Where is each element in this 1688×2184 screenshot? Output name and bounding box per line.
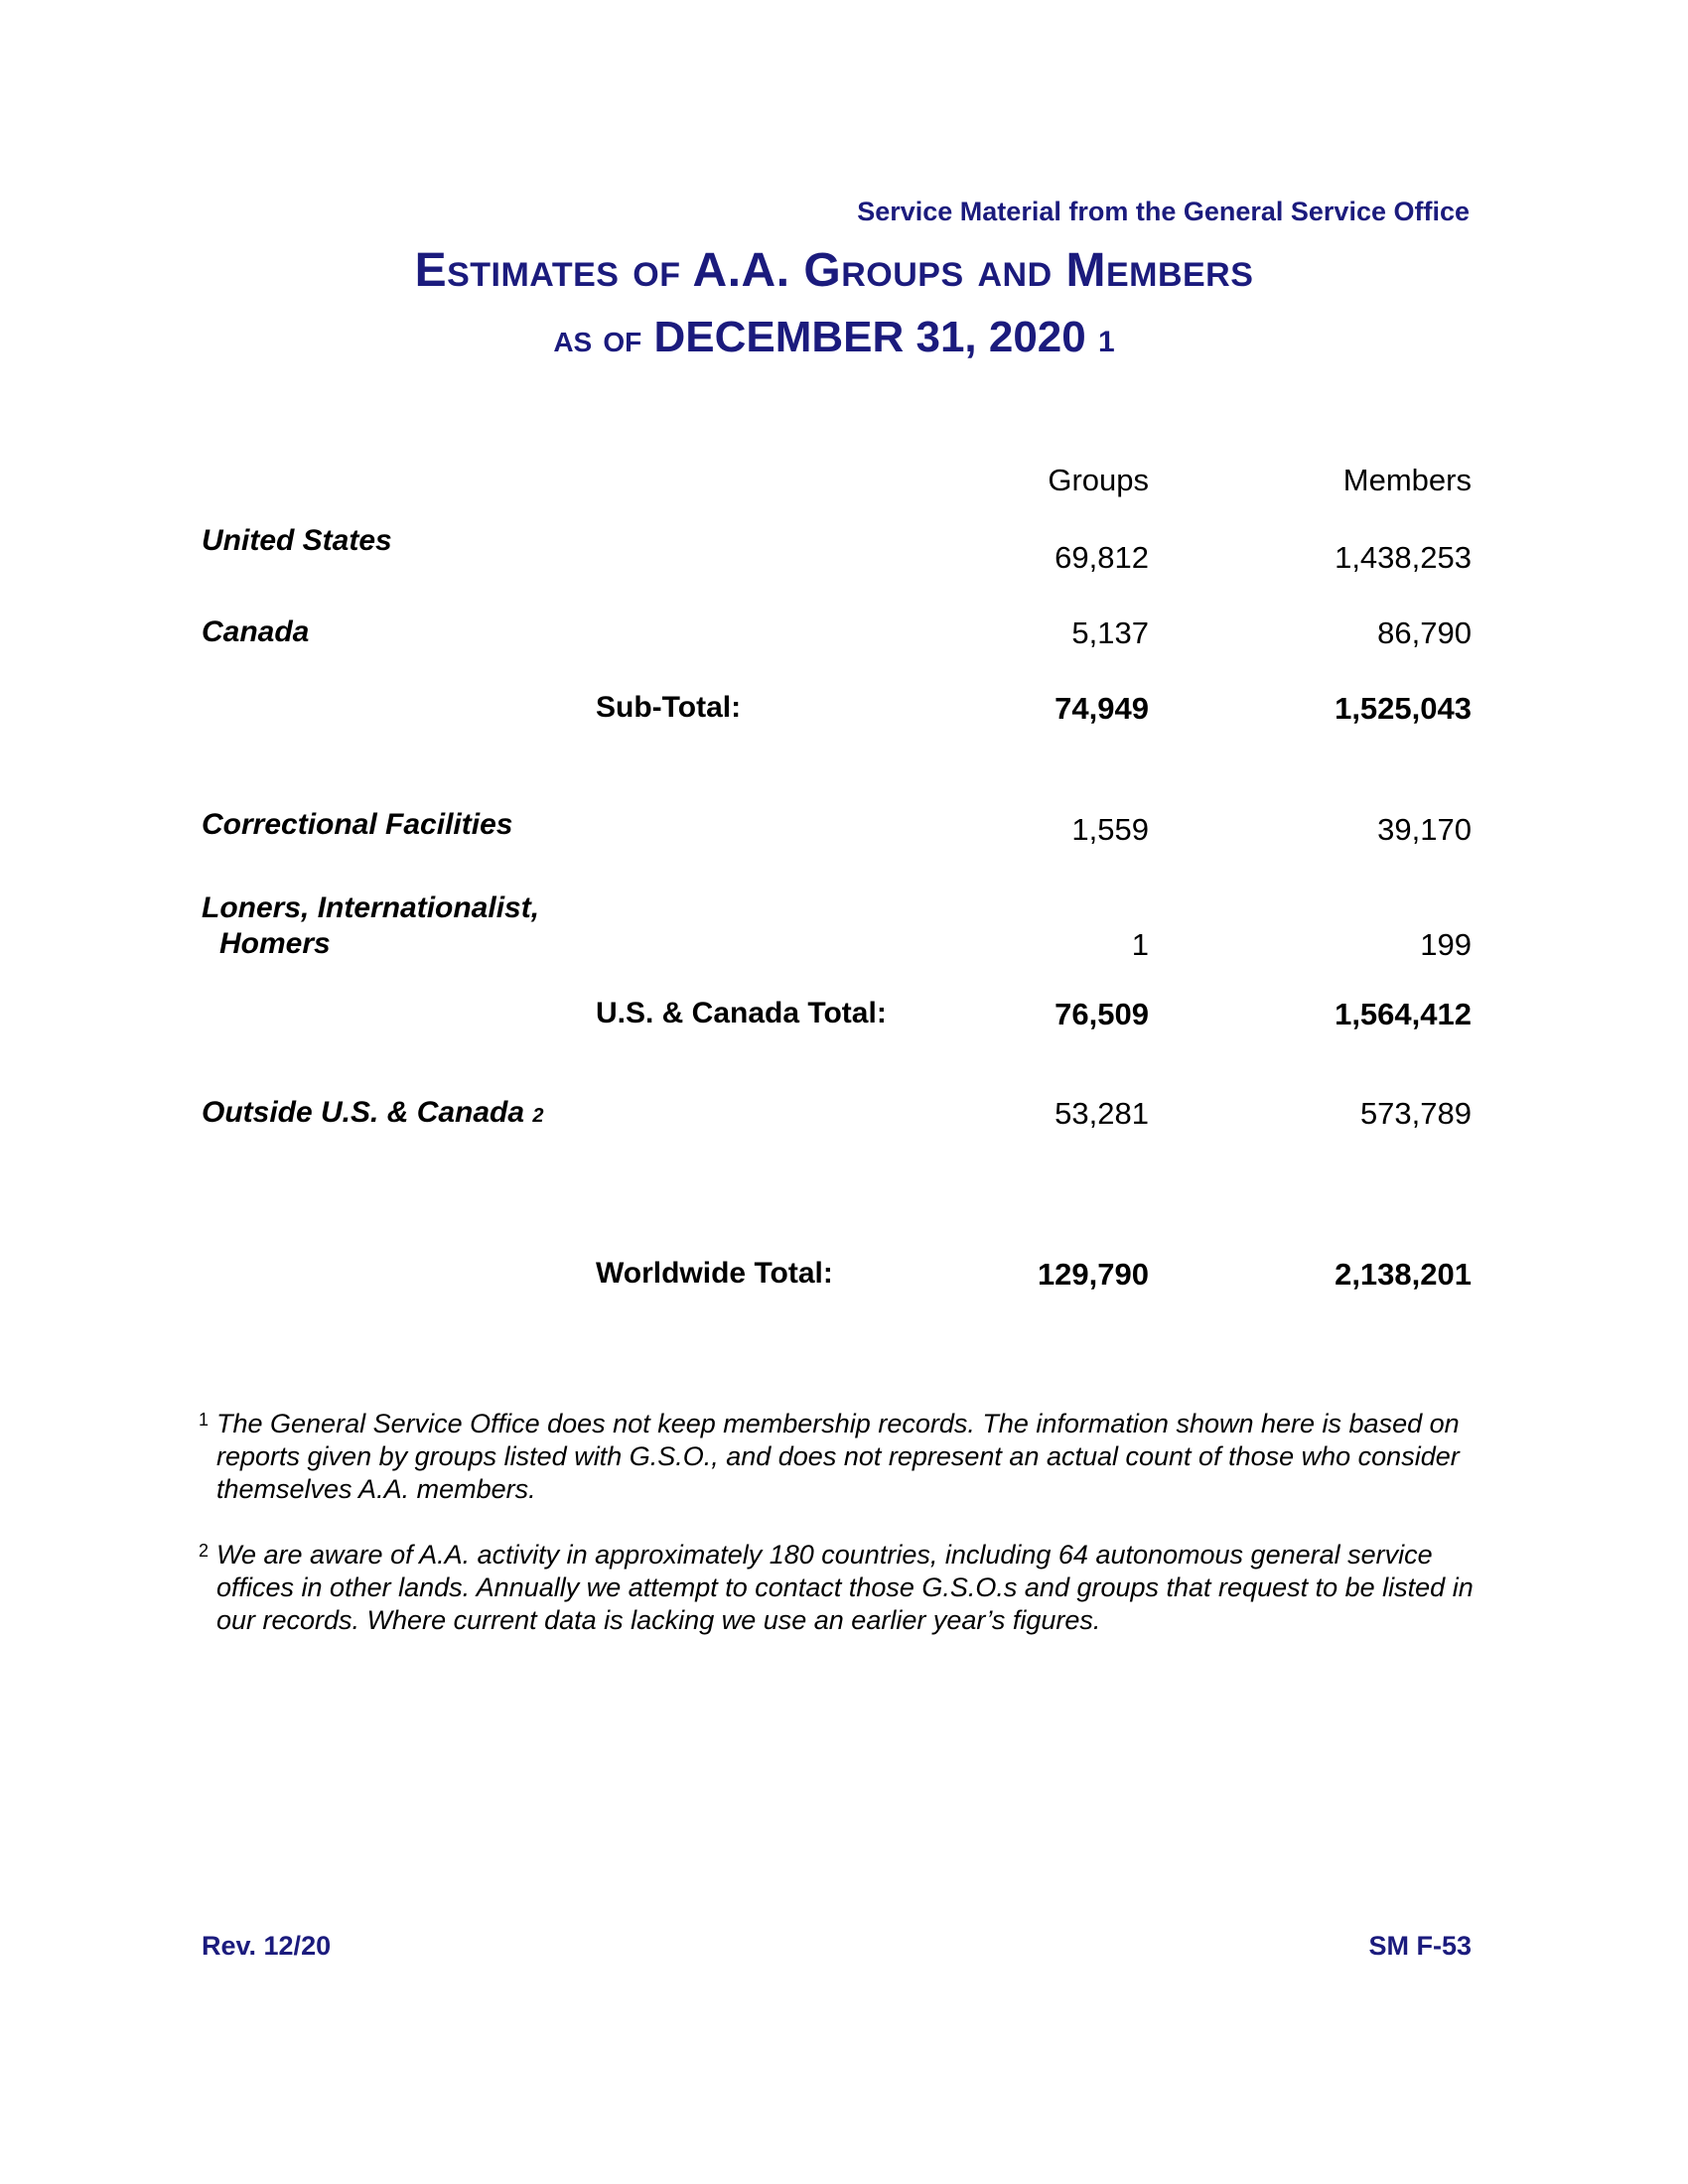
footnote-1-text: The General Service Office does not keep membership records. The information shown here is based on reports given by groups listed with G.S.O., and does not represent an actual count of those who consider themselves A.A. members. [216,1409,1460,1504]
groups-outside-us-canada: 53,281 [1055,1096,1149,1131]
groups-united-states: 69,812 [1055,540,1149,575]
members-united-states: 1,438,253 [1335,540,1472,575]
footnote-2 [199,1539,1479,1637]
members-worldwide-total: 2,138,201 [1335,1257,1472,1292]
members-outside-us-canada: 573,789 [1359,1096,1472,1131]
footer-revision: Rev. 12/20 [202,1931,332,1961]
service-material-line: Service Material from the General Service Office [857,197,1470,226]
row-label-loners-line-2: Homers [219,927,331,960]
column-header-groups: Groups [1048,463,1149,497]
footnote-1 [199,1408,1479,1506]
members-sub-total: 1,525,043 [1335,691,1472,726]
subtitle-date: DECEMBER 31, 2020 [653,313,1086,361]
column-header-members: Members [1342,463,1472,497]
row-label-loners-line-1: Loners, Internationalist, [202,891,540,924]
groups-canada: 5,137 [1071,615,1149,650]
footnote-2-marker: 2 [199,1541,210,1561]
members-canada: 86,790 [1377,615,1472,650]
groups-worldwide-total: 129,790 [1037,1257,1149,1292]
footer-document-code: SM F-53 [1368,1931,1472,1961]
members-correctional-facilities: 39,170 [1377,812,1472,847]
row-label-us-canada-total: U.S. & Canada Total: [596,997,887,1029]
row-label-sub-total: Sub-Total: [596,691,742,724]
footnote-1-marker: 1 [199,1410,210,1430]
outside-label-footnote-marker: 2 [532,1105,544,1127]
page-title: Estimates of A.A. Groups and Members [414,244,1254,297]
groups-loners: 1 [1131,927,1149,962]
row-label-worldwide-total: Worldwide Total: [596,1257,833,1290]
subtitle-footnote-marker: 1 [1097,326,1115,358]
groups-correctional-facilities: 1,559 [1071,812,1149,847]
footnote-2-text: We are aware of A.A. activity in approximately 180 countries, including 64 autonomous general service offices in other lands. Annually we attempt to contact those G.S.O.s and groups that request to be listed in our records. Where current data is lacking we use an earlier year’s figures. [216,1540,1474,1635]
row-label-outside-us-canada [202,1096,544,1130]
row-label-canada: Canada [202,615,310,648]
members-loners: 199 [1420,927,1472,962]
members-us-canada-total: 1,564,412 [1335,997,1472,1031]
outside-label-text: Outside U.S. & Canada [202,1096,525,1129]
subtitle-prefix: as of [553,317,642,360]
groups-us-canada-total: 76,509 [1055,997,1149,1031]
groups-sub-total: 74,949 [1055,691,1149,726]
row-label-correctional-facilities: Correctional Facilities [202,808,513,841]
page-subtitle [0,313,1668,362]
row-label-united-states: United States [202,524,392,557]
